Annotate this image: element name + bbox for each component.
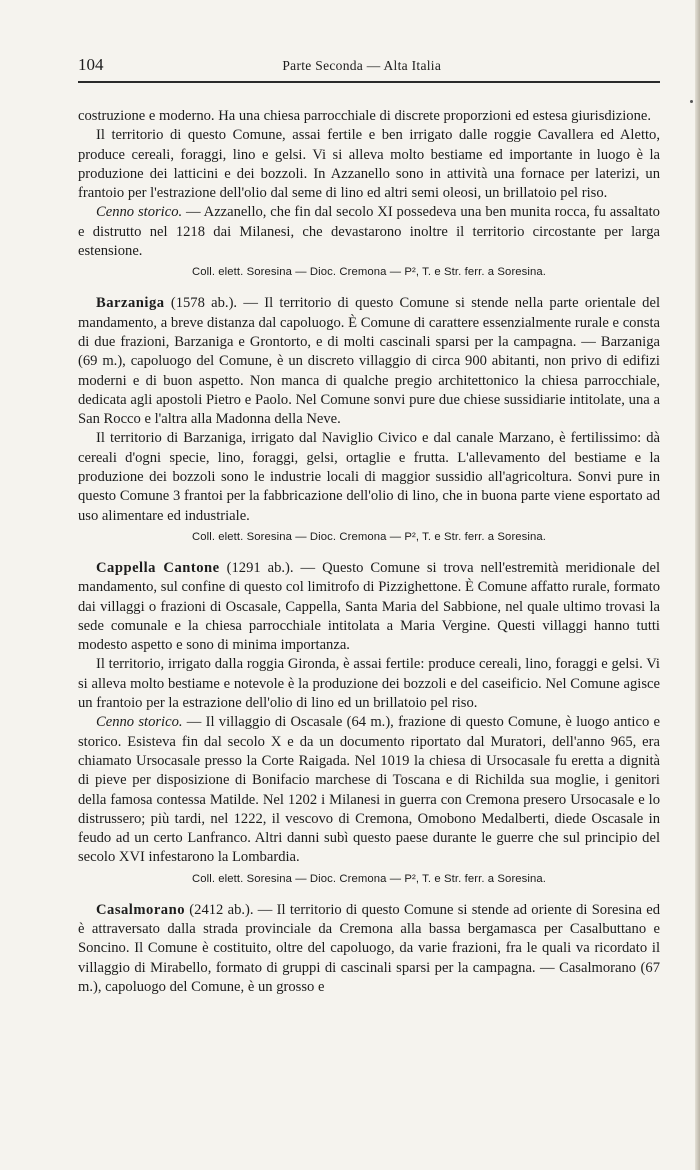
collegio-info-line: Coll. elett. Soresina — Dioc. Cremona — P², T. e Str. ferr. a Soresina. (191, 872, 547, 885)
book-page (78, 56, 660, 997)
margin-speck (690, 100, 693, 103)
paragraph (78, 126, 660, 203)
paragraph-text: costruzione e moderno. Ha una chiesa parrocchiale di discrete proporzioni ed estesa giurisdizione. (78, 108, 651, 124)
body-text (78, 107, 660, 997)
page-edge (695, 0, 700, 1170)
paragraph-text: — Azzanello, che fin dal secolo XI possedeva una ben munita rocca, fu assaltato e distrutto nel 1218 dai Milanesi, che devastarono inoltre il territorio circostante per larga estensione. (78, 204, 660, 260)
paragraph-text: — Il villaggio di Oscasale (64 m.), frazione di questo Comune, è luogo antico e storico. Esisteva fin dal secolo X e da un documento riportato dal Muratori, dell'anno 965, era chiamato Ursocasale presso la Corte Raigada. Nel 1019 la chiesa di Ursocasale fu eretta a dignità di pieve per disposizione di Bonifacio marchese di Toscana e di Richilda sua moglie, i genitori della famosa contessa Matilde. Nel 1202 i Milanesi in guerra con Cremona presero Ursocasale e lo distrussero; più tardi, nel 1222, il vescovo di Cremona, Omobono Medalberti, diede Oscasale in feudo ad un certo Lanfranco. Altri danni subì questo paese durante le guerre che sul principio del secolo XVI infestarono la Lombardia. (78, 714, 660, 866)
paragraph (78, 901, 660, 997)
paragraph-text: Il territorio di Barzaniga, irrigato dal Naviglio Civico e dal canale Marzano, è fertilissimo: dà cereali d'ogni specie, lino, foraggi, gelsi, ortaglie e frutta. L'allevamento del bestiame e la produzione dei bozzoli sono le industrie locali di maggior sussidio all'agricoltura. Sonvi pure in questo Comune 3 frantoi per la fabbricazione dell'olio di lino, che in buona parte viene esportato ad uso alimentare ed industriale. (78, 430, 660, 524)
paragraph-text: Il territorio di questo Comune, assai fertile e ben irrigato dalle roggie Cavallera ed Aletto, produce cereali, foraggi, lino e gelsi. Vi si alleva molto bestiame ed importante in luogo è la produzione dei latticini e dei bozzoli. In Azzanello sono in attività una fornace per laterizi, un frantoio per l'estrazione dell'olio dal seme di lino ed altri semi oleosi, un brillatoio pel riso. (78, 127, 660, 202)
entry-heading: Barzaniga (96, 295, 165, 312)
paragraph (78, 294, 660, 429)
paragraph (78, 713, 660, 867)
entry-heading: Cappella Cantone (96, 559, 220, 576)
header-rule (78, 81, 660, 83)
page-header (78, 56, 660, 75)
paragraph-text: Il territorio, irrigato dalla roggia Gironda, è assai fertile: produce cereali, lino, foraggi e gelsi. Vi si alleva molto bestiame e notevole è la produzione dei bozzoli e del caseificio. Nel Comune agisce un frantoio per la estrazione dell'olio di lino ed un brillatoio pel riso. (78, 656, 660, 712)
entry-heading: Casalmorano (96, 901, 186, 918)
section-lead: Cenno storico. (96, 714, 183, 731)
paragraph (78, 559, 660, 655)
paragraph-text: (1291 ab.). — Questo Comune si trova nell'estremità meridionale del mandamento, sul confine di questo col limitrofo di Pizzighettone. È Comune affatto rurale, formato dai villaggi o frazioni di Oscasale, Cappella, Santa Maria del Sabbione, nel quale ultimo trovasi la sede comunale e la chiesa parrocchiale intitolata a Maria Vergine. Questi villaggi hanno tutti modesto aspetto e sono di minima importanza. (78, 559, 660, 654)
section-lead: Cenno storico. (96, 204, 183, 221)
page-number: 104 (78, 55, 104, 74)
paragraph-text: (1578 ab.). — Il territorio di questo Comune si stende nella parte orientale del mandamento, a breve distanza dal capoluogo. È Comune di carattere essenzialmente rurale e consta di due frazioni, Barzaniga e Grontorto, e di molti cascinali sparsi per la campagna. — Barzaniga (69 m.), capoluogo del Comune, è un discreto villaggio di circa 900 abitanti, non privo di edifizi moderni e di buon aspetto. Non manca di qualche pregio architettonico la chiesa parrocchiale, dedicata agli apostoli Pietro e Paolo. Nel Comune sonvi pure due chiese sussidiarie intitolate, una a San Rocco e l'altra alla Madonna della Neve. (78, 295, 660, 428)
paragraph (78, 655, 660, 713)
collegio-info-line: Coll. elett. Soresina — Dioc. Cremona — P², T. e Str. ferr. a Soresina. (191, 530, 547, 543)
paragraph (78, 429, 660, 525)
running-title: Parte Seconda — Alta Italia (282, 58, 442, 73)
collegio-info-line: Coll. elett. Soresina — Dioc. Cremona — P², T. e Str. ferr. a Soresina. (191, 266, 547, 279)
paragraph (78, 107, 660, 126)
paragraph-text: (2412 ab.). — Il territorio di questo Comune si stende ad oriente di Soresina ed è attraversato dalla strada provinciale da Cremona alla bassa bergamasca per Casalbuttano e Soncino. Il Comune è costituito, oltre del capoluogo, da varie frazioni, fra le quali va ricordato il villaggio di Mirabello, formato di gruppi di cascinali sparsi per la campagna. — Casalmorano (67 m.), capoluogo del Comune, è un grosso e (78, 901, 660, 995)
paragraph (78, 203, 660, 261)
